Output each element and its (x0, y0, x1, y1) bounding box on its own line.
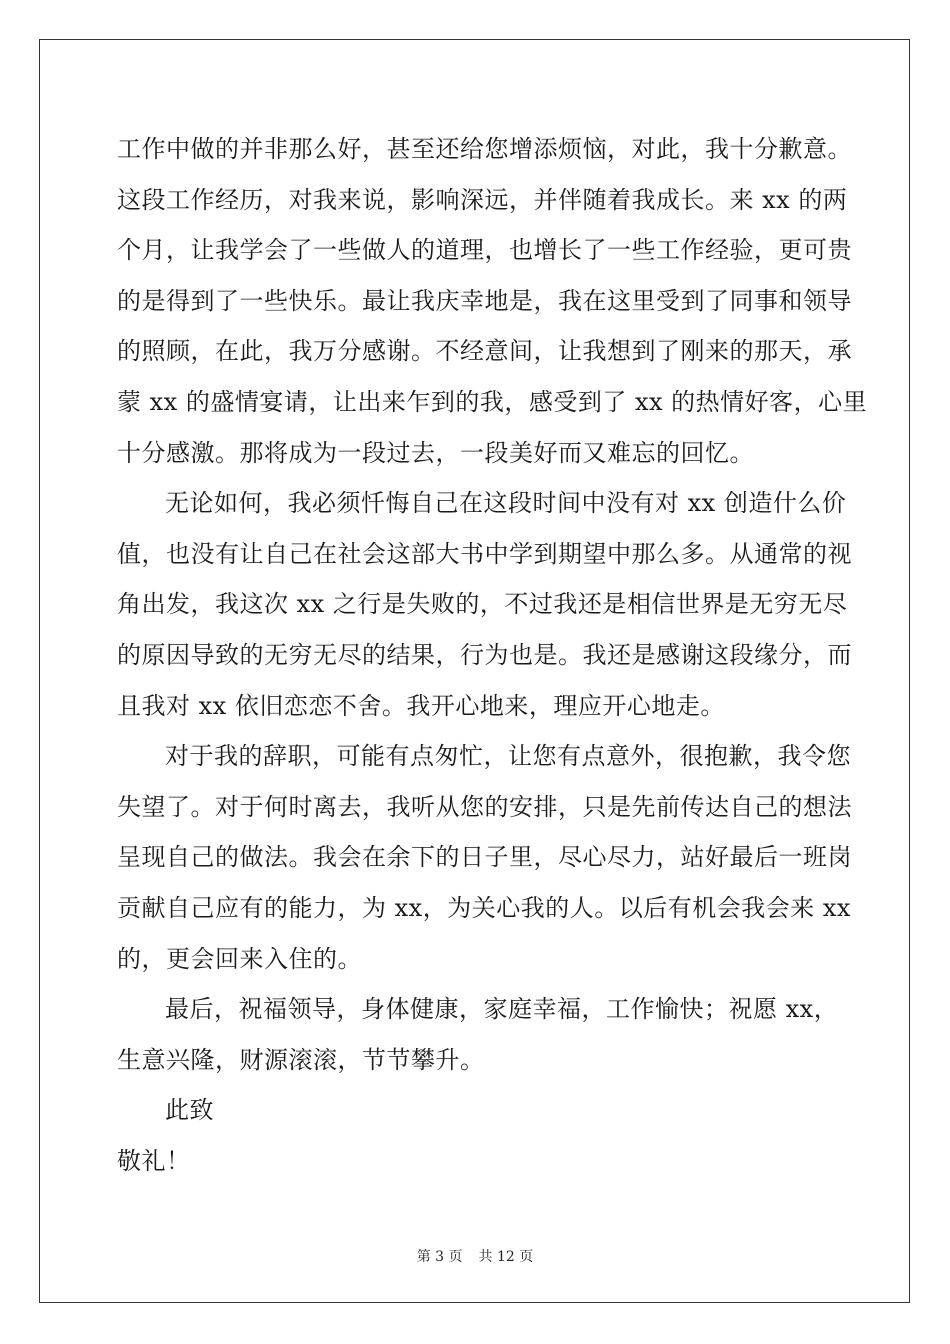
closing-line: 此致 (165, 1096, 214, 1125)
text-line: 十分感激。那将成为一段过去，一段美好而又难忘的回忆。 (117, 438, 754, 467)
text-line: 生意兴隆，财源滚滚，节节攀升。 (117, 1045, 485, 1074)
text-line: 的照顾，在此，我万分感谢。不经意间，让我想到了刚来的那天，承 (117, 337, 852, 366)
text-line: 蒙 xx 的盛情宴请，让出来乍到的我，感受到了 xx 的热情好客，心里 (117, 387, 868, 416)
text-line: 且我对 xx 依旧恋恋不舍。我开心地来，理应开心地走。 (117, 691, 725, 720)
text-line: 这段工作经历，对我来说，影响深远，并伴随着我成长。来 xx 的两 (117, 185, 848, 214)
salutation-line: 敬礼！ (117, 1146, 191, 1175)
page-number: 第 3 页 (416, 1249, 463, 1265)
text-line: 最后，祝福领导，身体健康，家庭幸福，工作愉快；祝愿 xx， (165, 995, 839, 1024)
text-line: 的原因导致的无穷无尽的结果，行为也是。我还是感谢这段缘分，而 (117, 640, 852, 669)
text-line: 对于我的辞职，可能有点匆忙，让您有点意外，很抱歉，我令您 (165, 742, 851, 771)
text-line: 呈现自己的做法。我会在余下的日子里，尽心尽力，站好最后一班岗 (117, 843, 852, 872)
text-line: 值，也没有让自己在社会这部大书中学到期望中那么多。从通常的视 (117, 539, 852, 568)
paragraph (117, 124, 868, 478)
text-line: 失望了。对于何时离去，我听从您的安排，只是先前传达自己的想法 (117, 792, 852, 821)
text-line: 无论如何，我必须忏悔自己在这段时间中没有对 xx 创造什么价 (165, 489, 847, 518)
text-line: 的是得到了一些快乐。最让我庆幸地是，我在这里受到了同事和领导 (117, 286, 852, 315)
paragraph (117, 731, 852, 984)
page-footer (0, 1246, 950, 1266)
letter-body (117, 124, 868, 1186)
text-line: 的，更会回来入住的。 (117, 944, 362, 973)
text-line: 贡献自己应有的能力，为 xx，为关心我的人。以后有机会我会来 xx (117, 893, 851, 922)
text-line: 个月，让我学会了一些做人的道理，也增长了一些工作经验，更可贵 (117, 236, 852, 265)
paragraph (117, 984, 837, 1085)
page-total: 共 12 页 (478, 1249, 534, 1265)
text-line: 工作中做的并非那么好，甚至还给您增添烦恼，对此，我十分歉意。 (117, 135, 852, 163)
paragraph (117, 478, 852, 731)
text-line: 角出发，我这次 xx 之行是失败的，不过我还是相信世界是无穷无尽 (117, 590, 848, 619)
